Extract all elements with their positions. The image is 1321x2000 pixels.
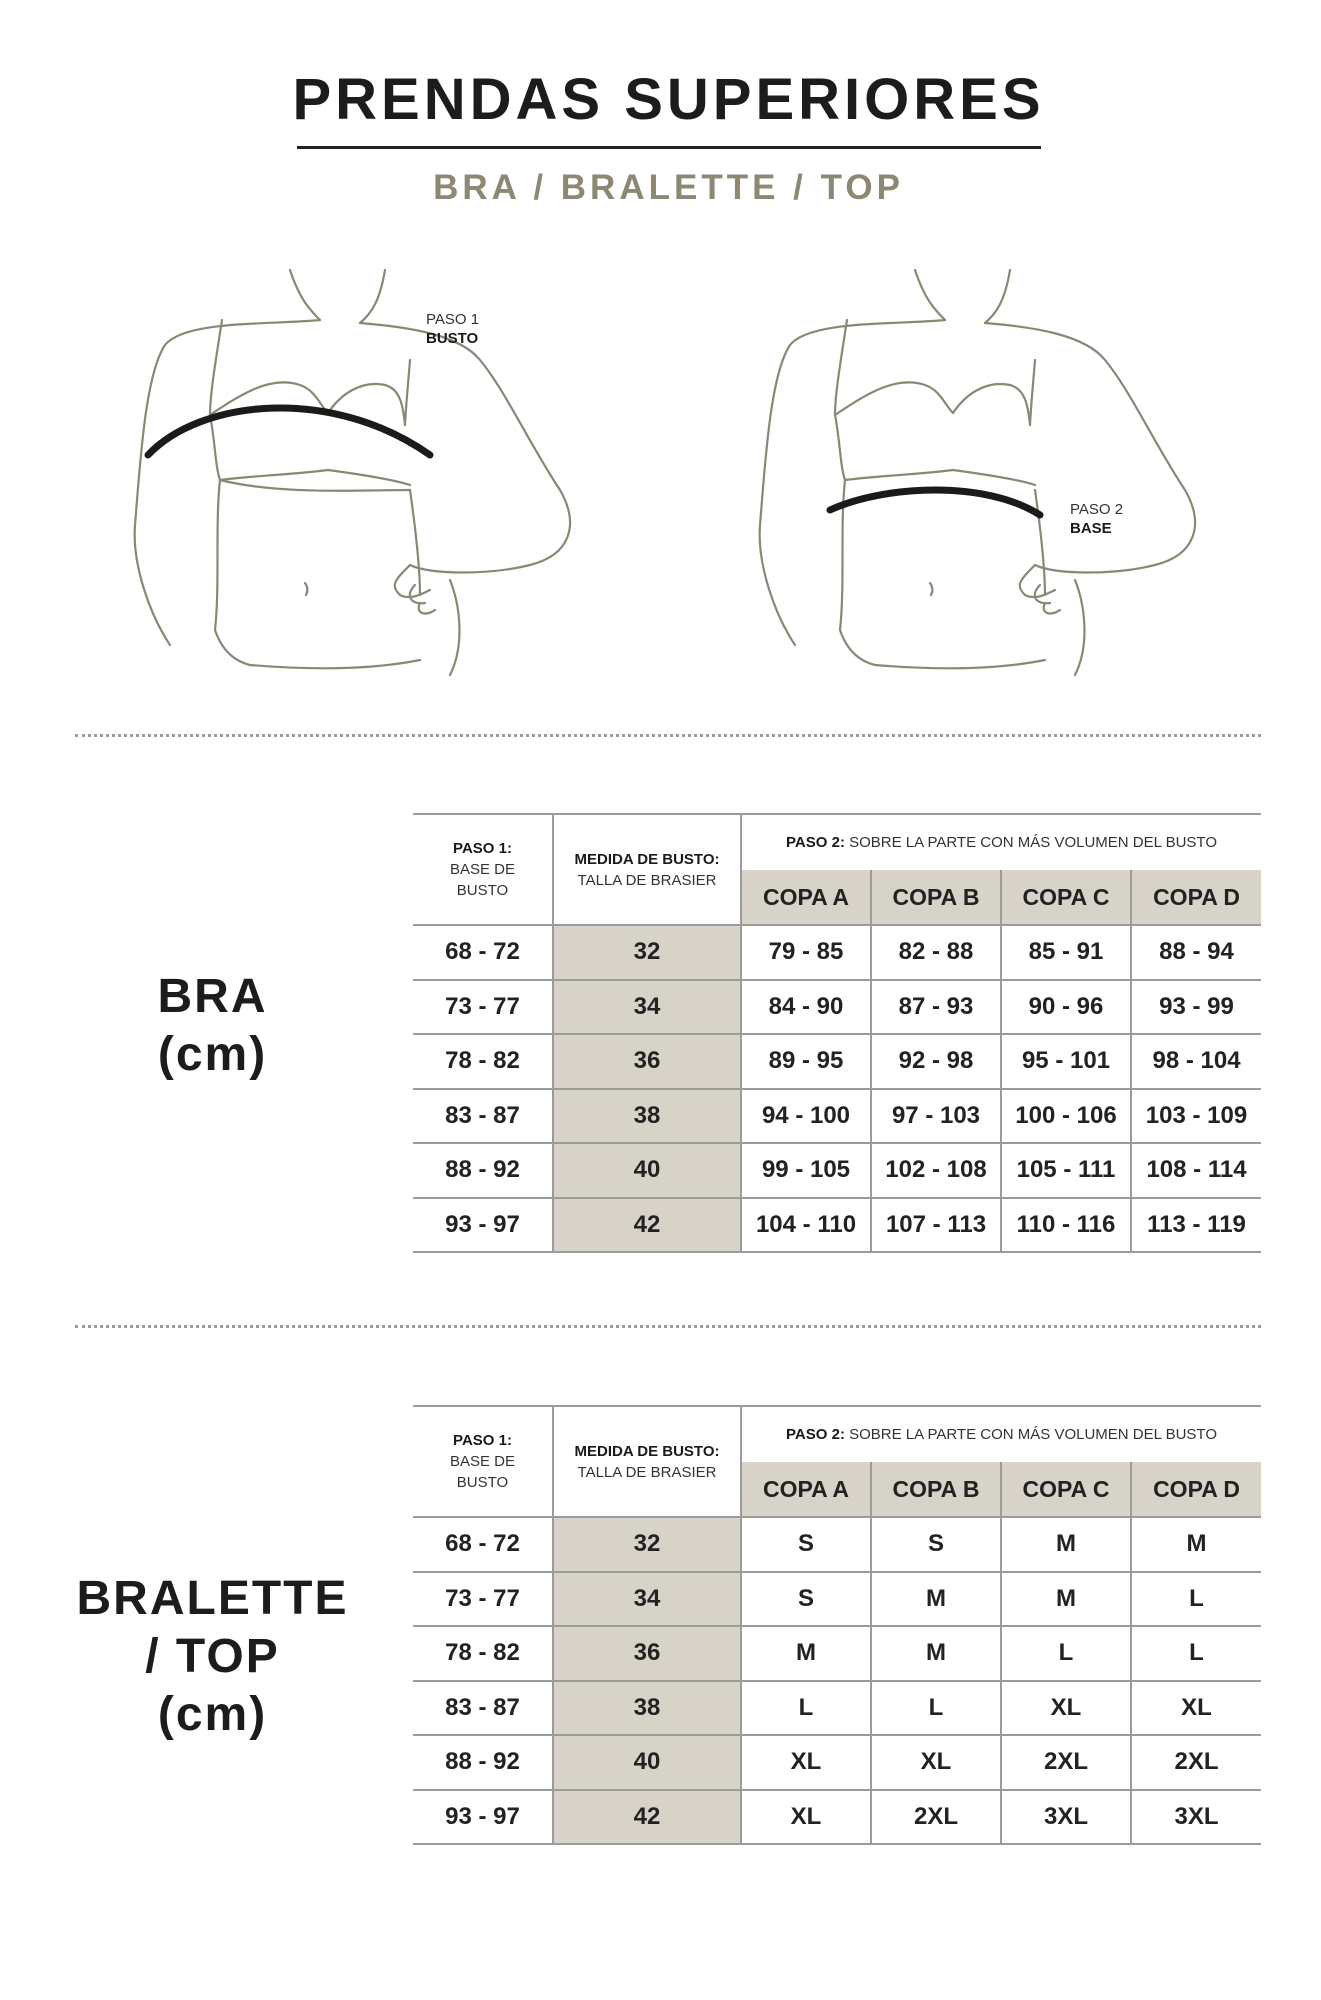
bralette-size-table — [413, 1405, 1261, 1845]
cell-bra-size: 42 — [553, 1790, 741, 1845]
paso2-label — [1070, 500, 1123, 538]
bralette-section-title — [60, 1570, 365, 1744]
paso2-name-text: BASE — [1070, 520, 1112, 537]
cell-copa-c: L — [1001, 1626, 1131, 1681]
header-copa-b: COPA B — [871, 870, 1001, 925]
bralette-title-line3: (cm) — [157, 1688, 268, 1741]
table-row — [413, 1034, 1261, 1089]
table-row — [413, 1735, 1261, 1790]
bralette-title-line2: / TOP — [145, 1630, 280, 1683]
cell-copa-a: XL — [741, 1790, 871, 1845]
cell-copa-a: M — [741, 1626, 871, 1681]
header-paso2-rest: SOBRE LA PARTE CON MÁS VOLUMEN DEL BUSTO — [849, 1426, 1217, 1443]
cell-copa-c: XL — [1001, 1681, 1131, 1736]
cell-base: 83 - 87 — [413, 1681, 553, 1736]
cell-bra-size: 32 — [553, 1517, 741, 1572]
table-row — [413, 1089, 1261, 1144]
table-row — [413, 980, 1261, 1035]
cell-copa-d: 93 - 99 — [1131, 980, 1261, 1035]
cell-copa-c: 95 - 101 — [1001, 1034, 1131, 1089]
header-copa-d: COPA D — [1131, 870, 1261, 925]
page-subtitle: BRA / BRALETTE / TOP — [433, 168, 904, 207]
cell-bra-size: 32 — [553, 925, 741, 980]
cell-copa-d: 113 - 119 — [1131, 1198, 1261, 1253]
header-copa-c: COPA C — [1001, 1462, 1131, 1517]
cell-base: 68 - 72 — [413, 1517, 553, 1572]
cell-base: 73 - 77 — [413, 1572, 553, 1627]
cell-bra-size: 34 — [553, 980, 741, 1035]
cell-copa-d: 3XL — [1131, 1790, 1261, 1845]
header-copa-d: COPA D — [1131, 1462, 1261, 1517]
cell-copa-b: M — [871, 1626, 1001, 1681]
torso-illustration-base — [735, 265, 1235, 685]
header-paso2-bold: PASO 2: — [786, 834, 845, 851]
table-row — [413, 1626, 1261, 1681]
header-medida-rest: TALLA DE BRASIER — [577, 1463, 717, 1481]
cell-copa-a: XL — [741, 1735, 871, 1790]
header-paso2 — [741, 1406, 1261, 1462]
cell-copa-d: 2XL — [1131, 1735, 1261, 1790]
cell-copa-c: M — [1001, 1572, 1131, 1627]
title-underline — [297, 146, 1041, 149]
bra-section-title — [90, 968, 335, 1084]
header-paso1-bold: PASO 1: — [453, 1432, 512, 1449]
cell-base: 88 - 92 — [413, 1735, 553, 1790]
cell-copa-b: 87 - 93 — [871, 980, 1001, 1035]
dotted-separator — [75, 734, 1261, 737]
header-paso1 — [413, 814, 553, 925]
bra-title-line2: (cm) — [157, 1028, 268, 1081]
cell-copa-d: 98 - 104 — [1131, 1034, 1261, 1089]
paso1-step-text: PASO 1 — [426, 311, 480, 328]
cell-copa-d: 88 - 94 — [1131, 925, 1261, 980]
cell-copa-b: 102 - 108 — [871, 1143, 1001, 1198]
cell-copa-a: 84 - 90 — [741, 980, 871, 1035]
bralette-title-line1: BRALETTE — [76, 1572, 349, 1625]
header-paso1-bold: PASO 1: — [453, 840, 512, 857]
cell-bra-size: 36 — [553, 1626, 741, 1681]
paso1-name-text: BUSTO — [426, 330, 479, 347]
cell-bra-size: 38 — [553, 1681, 741, 1736]
cell-copa-b: 92 - 98 — [871, 1034, 1001, 1089]
header-copa-a: COPA A — [741, 870, 871, 925]
header-paso1-line2: BUSTO — [456, 882, 509, 899]
cell-base: 78 - 82 — [413, 1626, 553, 1681]
cell-copa-b: 97 - 103 — [871, 1089, 1001, 1144]
cell-copa-a: 104 - 110 — [741, 1198, 871, 1253]
bra-title-line1: BRA — [157, 970, 268, 1023]
page-title: PRENDAS SUPERIORES — [292, 67, 1045, 132]
cell-base: 93 - 97 — [413, 1198, 553, 1253]
cell-bra-size: 34 — [553, 1572, 741, 1627]
cell-copa-b: 2XL — [871, 1790, 1001, 1845]
cell-copa-d: 108 - 114 — [1131, 1143, 1261, 1198]
cell-copa-a: S — [741, 1517, 871, 1572]
cell-copa-b: S — [871, 1517, 1001, 1572]
header-paso1 — [413, 1406, 553, 1517]
cell-copa-a: L — [741, 1681, 871, 1736]
table-row — [413, 1143, 1261, 1198]
paso2-step-text: PASO 2 — [1070, 501, 1124, 518]
cell-base: 73 - 77 — [413, 980, 553, 1035]
cell-copa-b: 82 - 88 — [871, 925, 1001, 980]
cell-copa-d: 103 - 109 — [1131, 1089, 1261, 1144]
table-row — [413, 1572, 1261, 1627]
header-paso1-line1: BASE DE — [449, 861, 516, 878]
header-medida — [553, 1406, 741, 1517]
cell-copa-c: M — [1001, 1517, 1131, 1572]
header-paso1-line1: BASE DE — [449, 1453, 516, 1470]
header-copa-b: COPA B — [871, 1462, 1001, 1517]
cell-base: 78 - 82 — [413, 1034, 553, 1089]
header-paso2-bold: PASO 2: — [786, 1426, 845, 1443]
table-row — [413, 1517, 1261, 1572]
torso-illustration-busto — [110, 265, 610, 685]
header-copa-c: COPA C — [1001, 870, 1131, 925]
cell-copa-a: 94 - 100 — [741, 1089, 871, 1144]
dotted-separator — [75, 1325, 1261, 1328]
cell-bra-size: 40 — [553, 1735, 741, 1790]
cell-copa-c: 105 - 111 — [1001, 1143, 1131, 1198]
cell-copa-a: S — [741, 1572, 871, 1627]
cell-copa-c: 2XL — [1001, 1735, 1131, 1790]
header-paso2-rest: SOBRE LA PARTE CON MÁS VOLUMEN DEL BUSTO — [849, 834, 1217, 851]
table-row — [413, 1790, 1261, 1845]
table-row — [413, 1681, 1261, 1736]
cell-copa-a: 99 - 105 — [741, 1143, 871, 1198]
header-medida — [553, 814, 741, 925]
cell-copa-a: 79 - 85 — [741, 925, 871, 980]
header-paso2 — [741, 814, 1261, 870]
table-row — [413, 1198, 1261, 1253]
cell-bra-size: 38 — [553, 1089, 741, 1144]
table-row — [413, 925, 1261, 980]
cell-base: 68 - 72 — [413, 925, 553, 980]
header-medida-bold: MEDIDA DE BUSTO: — [574, 850, 720, 868]
cell-copa-b: L — [871, 1681, 1001, 1736]
cell-copa-d: XL — [1131, 1681, 1261, 1736]
cell-base: 83 - 87 — [413, 1089, 553, 1144]
cell-copa-b: 107 - 113 — [871, 1198, 1001, 1253]
cell-bra-size: 40 — [553, 1143, 741, 1198]
cell-base: 88 - 92 — [413, 1143, 553, 1198]
header-medida-bold: MEDIDA DE BUSTO: — [574, 1442, 720, 1460]
cell-copa-b: XL — [871, 1735, 1001, 1790]
cell-copa-d: L — [1131, 1626, 1261, 1681]
cell-copa-d: M — [1131, 1517, 1261, 1572]
cell-copa-c: 100 - 106 — [1001, 1089, 1131, 1144]
cell-base: 93 - 97 — [413, 1790, 553, 1845]
cell-copa-d: L — [1131, 1572, 1261, 1627]
header-copa-a: COPA A — [741, 1462, 871, 1517]
cell-bra-size: 42 — [553, 1198, 741, 1253]
paso1-label — [426, 310, 479, 348]
cell-copa-c: 85 - 91 — [1001, 925, 1131, 980]
cell-bra-size: 36 — [553, 1034, 741, 1089]
cell-copa-b: M — [871, 1572, 1001, 1627]
header-medida-rest: TALLA DE BRASIER — [577, 871, 717, 889]
cell-copa-c: 110 - 116 — [1001, 1198, 1131, 1253]
cell-copa-c: 3XL — [1001, 1790, 1131, 1845]
cell-copa-a: 89 - 95 — [741, 1034, 871, 1089]
header-paso1-line2: BUSTO — [456, 1474, 509, 1491]
bra-size-table — [413, 813, 1261, 1253]
cell-copa-c: 90 - 96 — [1001, 980, 1131, 1035]
